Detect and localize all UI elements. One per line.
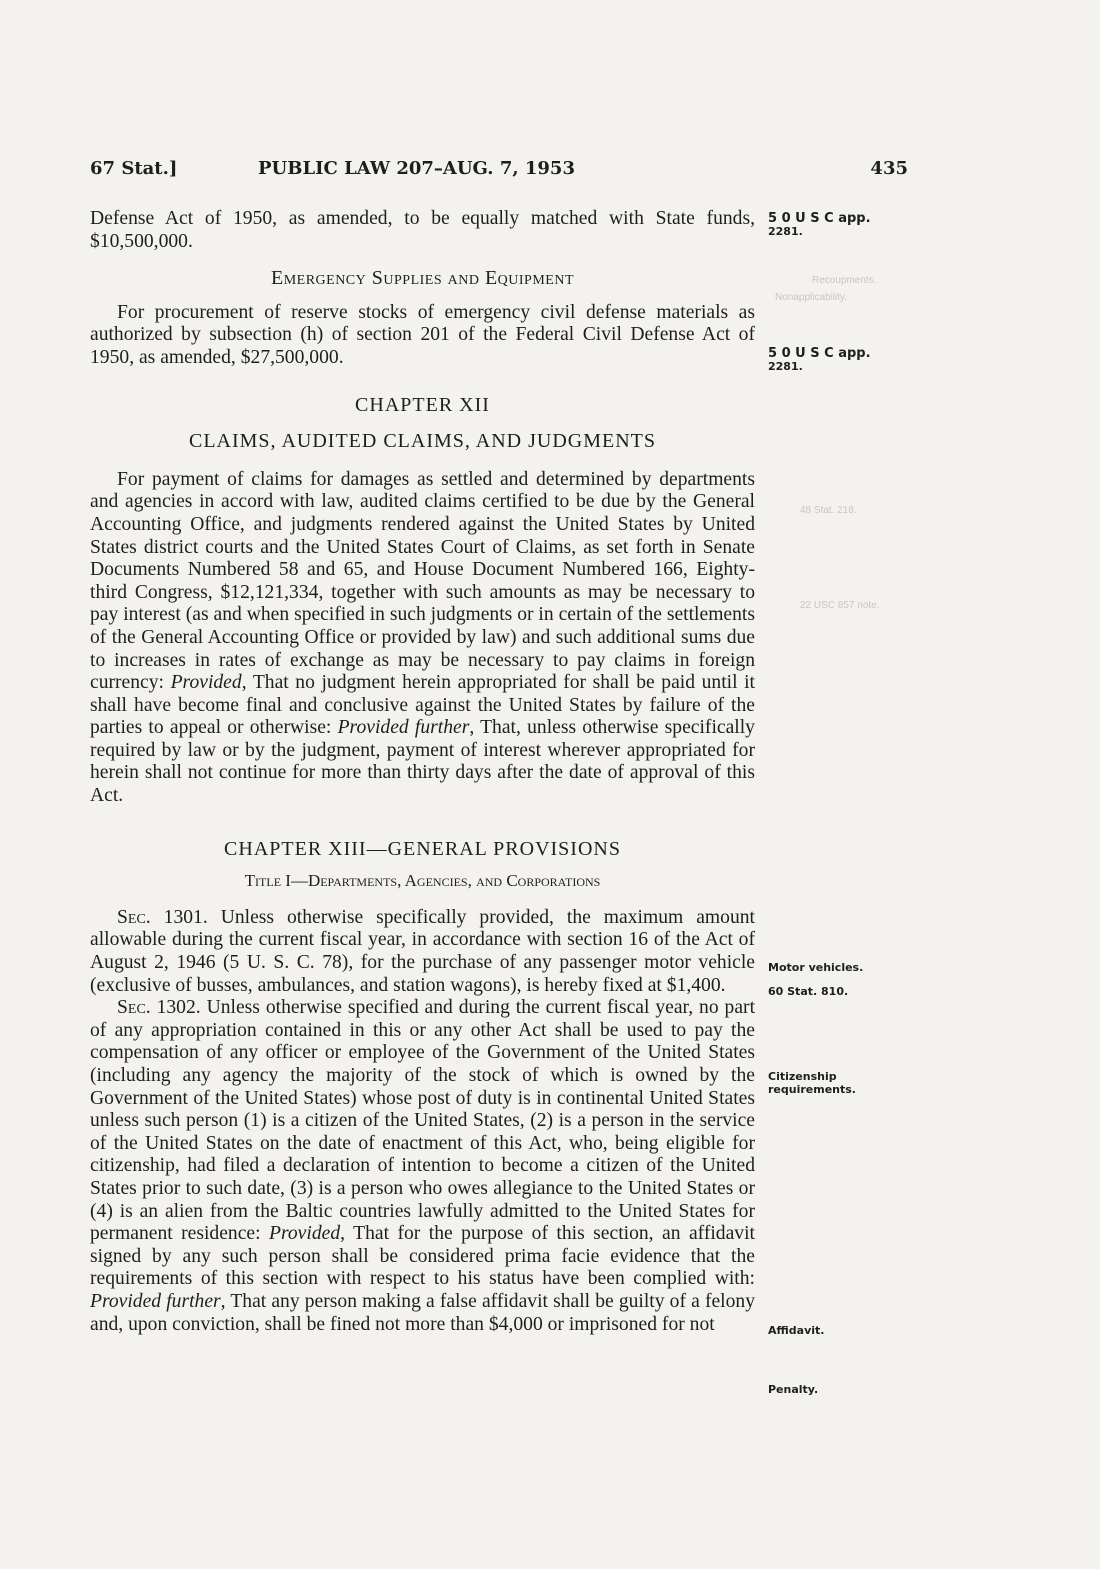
margin-note-penalty: Penalty. bbox=[768, 1383, 819, 1396]
text-run: , That no judgment herein appropriated for shall be paid until it shall have become final and conclusive against the United States by failure of the parties to appeal or otherwise: bbox=[90, 672, 755, 739]
paragraph bbox=[90, 469, 755, 808]
chapter-title: CLAIMS, AUDITED CLAIMS, AND JUDGMENTS bbox=[188, 430, 657, 453]
chapter-heading: CHAPTER XIII—GENERAL PROVISIONS bbox=[224, 837, 621, 860]
italic-term: Provided bbox=[269, 1223, 341, 1245]
margin-note-citizenship: Citizenship requirements. bbox=[768, 1070, 856, 1096]
margin-note-usc bbox=[768, 347, 918, 373]
note-text: 2281. bbox=[768, 360, 803, 373]
margin-note-motor-vehicles: Motor vehicles. bbox=[768, 961, 864, 974]
italic-term: Provided further bbox=[90, 1290, 221, 1312]
paragraph: For procurement of reserve stocks of emergency civil defense materials as authorized by subsection (h) of section 201 of the Federal Civil Defense Act of 1950, as amended, $27,500,000. bbox=[90, 301, 755, 368]
title-heading: Title I—Departments, Agencies, and Corporations bbox=[244, 871, 601, 891]
text-run: For payment of claims for damages as settled and determined by departments and agencies in accord with law, audited claims certified to be due by the General Accounting Office, and judgments rendered against the United States by United States district courts and the United States Court of Claims, as set forth in Senate Documents Numbered 58 and 65, and House Document Numbered 166, Eighty-third Congress, $12,121,334, together with such amounts as may be necessary to pay interest (as and when specified in such judgments or in certain of the settlements of the General Accounting Office or provided by law) and such additional sums due to increases in rates of exchange as may be necessary to pay claims in foreign currency: bbox=[90, 468, 755, 694]
paragraph: Defense Act of 1950, as amended, to be equally matched with State funds, $10,500,000. bbox=[90, 208, 755, 252]
section-label: Sec. 1301. bbox=[117, 906, 208, 928]
text-run: , That for the purpose of this section, an affidavit signed by any such person shall be considered prima facie evidence that the requirements of this section with respect to his status have been complied with: bbox=[90, 1223, 755, 1290]
main-text-column bbox=[90, 208, 755, 1336]
section-heading: Emergency Supplies and Equipment bbox=[270, 267, 574, 290]
note-text: 5 0 bbox=[768, 346, 791, 361]
note-text: 5 0 bbox=[768, 211, 791, 226]
note-text: 2281. bbox=[768, 225, 803, 238]
paragraph bbox=[90, 997, 755, 1336]
chapter-heading: CHAPTER XII bbox=[355, 393, 490, 416]
paragraph bbox=[90, 907, 755, 997]
text-run: , That, unless otherwise specifically required by law or by the judgment, payment of interest wherever appropriated for herein shall not continue for more than thirty days after the date of approval of this Act. bbox=[90, 717, 755, 807]
page-number: 435 bbox=[870, 158, 908, 179]
text-run: Unless otherwise specifically provided, the maximum amount allowable during the current fiscal year, in accordance with section 16 of the Act of August 2, 1946 (5 U. S. C. 78), for the purchase of any passenger motor vehicle (exclusive of busses, ambulances, and station wagons), is hereby fixed at $1,400. bbox=[90, 906, 755, 996]
note-text: U S C app. bbox=[790, 346, 871, 361]
bleedthrough-mark: 48 Stat. 218. bbox=[800, 505, 857, 516]
text-run: Unless otherwise specified and during the current fiscal year, no part of any appropriation contained in this or any other Act shall be used to pay the compensation of any officer or employee of the Government of the United States (including any agency the majority of the stock of which is owned by the Government of the United States) whose post of duty is in continental United States unless such person (1) is a citizen of the United States, (2) is a person in the service of the United States on the date of enactment of this Act, who, being eligible for citizenship, had filed a declaration of intention to become a citizen of the United States prior to such date, (3) is a person who owes allegiance to the United States or (4) is an alien from the Baltic countries lawfully admitted to the United States for permanent residence: bbox=[90, 997, 756, 1245]
text-run: , That any person making a false affidavit shall be guilty of a felony and, upon conviction, shall be fined not more than $4,000 or imprisoned for not bbox=[90, 1290, 755, 1335]
running-head-title: PUBLIC LAW 207–AUG. 7, 1953 bbox=[258, 158, 575, 179]
margin-note-affidavit: Affidavit. bbox=[768, 1324, 825, 1337]
running-head-volume: 67 Stat.] bbox=[90, 158, 178, 179]
bleedthrough-mark: 22 USC 857 note. bbox=[800, 600, 880, 611]
note-text: U S C app. bbox=[790, 211, 871, 226]
bleedthrough-mark: Nonapplicability. bbox=[775, 292, 848, 303]
margin-note-usc bbox=[768, 212, 918, 238]
bleedthrough-mark: Recoupments. bbox=[812, 275, 877, 286]
section-label: Sec. 1302. bbox=[117, 997, 201, 1019]
italic-term: Provided further bbox=[337, 717, 470, 739]
italic-term: Provided bbox=[170, 672, 242, 694]
margin-note-statute: 60 Stat. 810. bbox=[768, 985, 849, 998]
